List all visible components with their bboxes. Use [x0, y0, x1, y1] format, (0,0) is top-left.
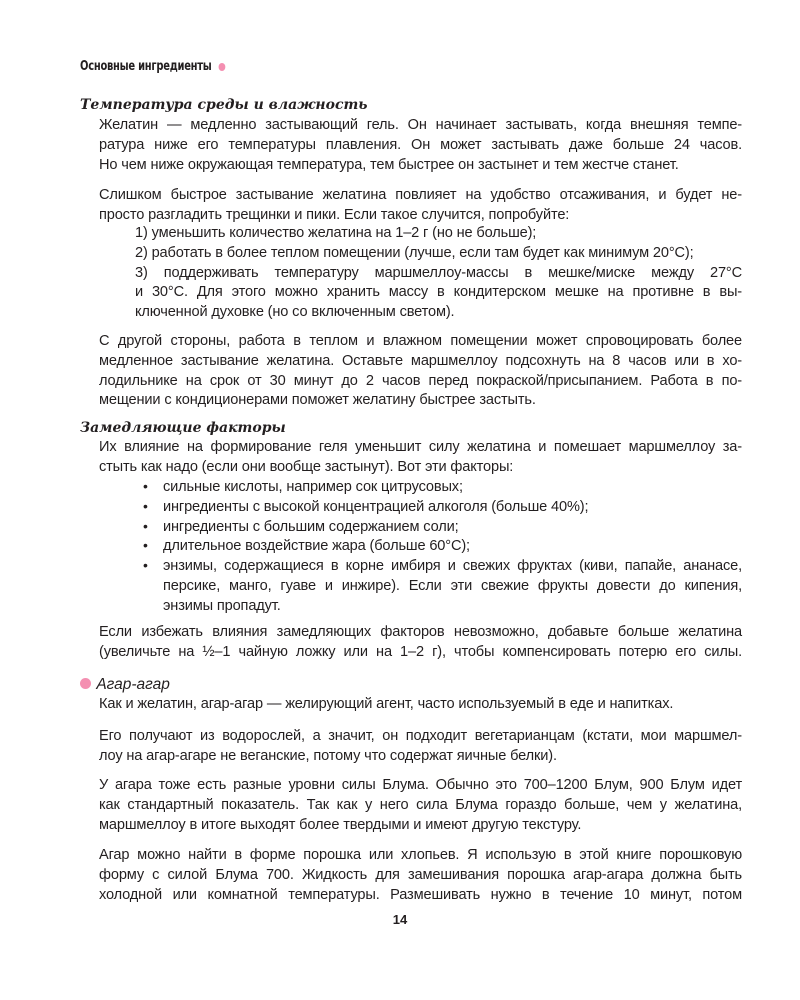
- section-heading-agar: [80, 675, 170, 695]
- section-heading-slowing-factors: Замедляющие факторы: [80, 420, 286, 436]
- list-item: [143, 537, 742, 557]
- bullet-icon: •: [143, 478, 148, 494]
- list-item: [143, 497, 742, 518]
- text-line: ратура ниже его температуры плавления. Он может застывать даже больше 24 часов.: [99, 136, 742, 153]
- text-line: лодильнике на срок от 30 минут до 2 часов перед покраской/присыпанием. Работа в по-: [99, 372, 742, 389]
- paragraph: [99, 727, 742, 767]
- text-line: Слишком быстрое застывание желатина повлияет на удобство отсаживания, и будет не-: [99, 187, 742, 203]
- paragraph: [99, 623, 742, 663]
- paragraph: [99, 332, 742, 411]
- bullet-icon: •: [143, 557, 148, 574]
- bullet-icon: •: [143, 497, 148, 514]
- list-item: 2) работать в более теплом помещении (лучше, если там будет как минимум 20°C);: [135, 244, 694, 261]
- text-line: Его получают из водорослей, а значит, он подходит вегетарианцам (кстати, мои маршмел-: [99, 728, 742, 744]
- text-line: (увеличьте на ½–1 чайную ложку или на 1–2 г), чтобы компенсировать потерю его силы.: [99, 643, 742, 660]
- bullet-icon: •: [143, 537, 148, 554]
- text-line: Желатин — медленно застывающий гель. Он начинает застывать, когда внешняя темпе-: [99, 117, 742, 133]
- text-line: как стандартный показатель. Так как у него сила Блума гораздо больше, чем у желатина,: [99, 796, 742, 813]
- page-number: 14: [392, 912, 408, 927]
- list-item: [143, 517, 742, 538]
- list-item: ключенной духовке (но со включенным светом).: [135, 304, 455, 321]
- text-line: медленное застывание желатина. Оставьте маршмеллоу подсохнуть на 8 часов или в хо-: [99, 352, 742, 369]
- text-line: ингредиенты с большим содержанием соли;: [163, 518, 459, 535]
- text-line: персике, манго, гуаве и инжире). Если эти свежие фрукты довести до кипения,: [163, 577, 742, 594]
- list-item: [143, 557, 742, 616]
- text-line: холодной или комнатной температуры. Размешивать нужно в течение 10 минут, потом: [99, 886, 742, 903]
- text-line: Но чем ниже окружающая температура, тем быстрее он застынет и тем жестче станет.: [99, 156, 679, 173]
- text-line: маршмеллоу в итоге выходят более твердыми и имеют другую текстуру.: [99, 816, 582, 833]
- text-line: стыть как надо (если они вообще застынут). Вот эти факторы:: [99, 458, 514, 475]
- section-heading-temperature: Температура среды и влажность: [80, 97, 368, 113]
- list-item: [143, 478, 742, 498]
- list-item: и 30°C. Для этого можно хранить массу в кондитерском мешке на противне в вы-: [135, 284, 742, 301]
- list-item: 3) поддерживать температуру маршмеллоу-массы в мешке/миске между 27°C: [135, 264, 742, 281]
- text-line: Если избежать влияния замедляющих факторов невозможно, добавьте больше желатина: [99, 624, 742, 640]
- paragraph: [99, 695, 742, 715]
- section-heading-text: Агар-агар: [96, 676, 170, 693]
- text-line: сильные кислоты, например сок цитрусовых;: [163, 479, 463, 495]
- list-item: 1) уменьшить количество желатина на 1–2 г (но не больше);: [135, 225, 537, 241]
- running-header-title: Основные ингредиенты: [80, 59, 212, 74]
- running-header: [80, 59, 225, 74]
- text-line: С другой стороны, работа в теплом и влажном помещении может спровоцировать более: [99, 333, 742, 349]
- text-line: У агара тоже есть разные уровни силы Блума. Обычно это 700–1200 Блум, 900 Блум идет: [99, 777, 742, 793]
- bullet-icon: •: [143, 517, 148, 534]
- text-line: просто разгладить трещинки и пики. Если такое случится, попробуйте:: [99, 206, 570, 223]
- text-line: ингредиенты с высокой концентрацией алкоголя (больше 40%);: [163, 498, 589, 515]
- text-line: лоу на агар-агаре не веганские, потому что содержат яичные белки).: [99, 747, 557, 764]
- text-line: энзимы, содержащиеся в корне имбиря и свежих фруктах (киви, папайе, ананасе,: [163, 558, 742, 575]
- paragraph: [99, 776, 742, 835]
- paragraph: [99, 438, 742, 478]
- paragraph: [99, 186, 742, 226]
- paragraph: [99, 116, 742, 175]
- text-line: форму с силой Блума 700. Жидкость для замешивания порошка агар-агара должна быть: [99, 866, 742, 883]
- text-line: Агар можно найти в форме порошка или хлопьев. Я использую в этой книге порошковую: [99, 847, 742, 863]
- numbered-list: [135, 224, 742, 323]
- text-line: длительное воздействие жара (больше 60°C);: [163, 538, 470, 555]
- text-line: энзимы пропадут.: [163, 597, 281, 614]
- bullet-list: [143, 478, 742, 617]
- text-line: Как и желатин, агар-агар — желирующий агент, часто используемый в еде и напитках.: [99, 696, 674, 712]
- pink-dot-icon: [80, 678, 91, 689]
- pink-dot-icon: [218, 63, 225, 71]
- text-line: Их влияние на формирование геля уменьшит силу желатина и помешает маршмеллоу за-: [99, 439, 742, 455]
- text-line: мещении с кондиционерами поможет желатину быстрее застыть.: [99, 392, 536, 409]
- paragraph: [99, 846, 742, 905]
